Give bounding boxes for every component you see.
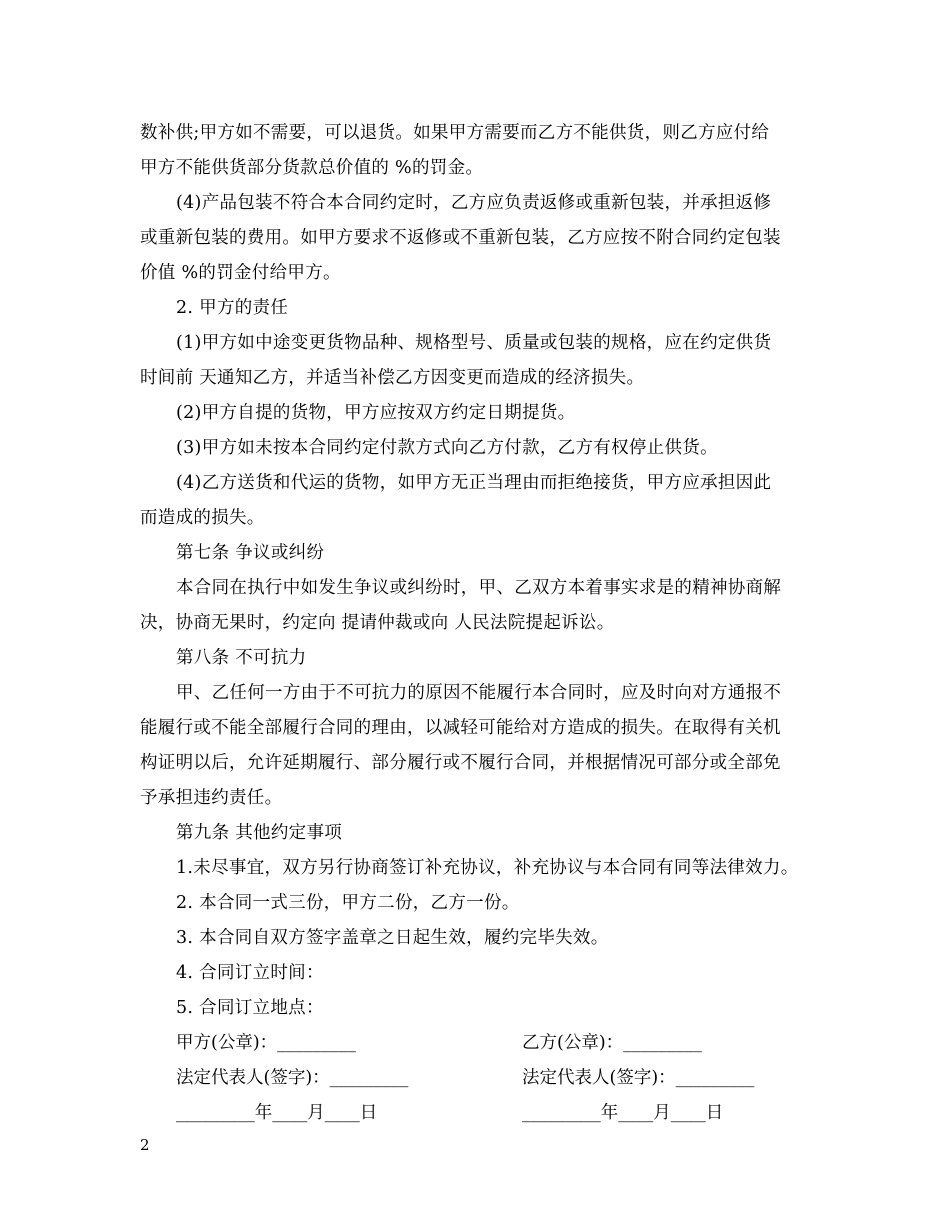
text-line: 决，协商无果时，约定向 提请仲裁或向 人民法院提起诉讼。 [140, 613, 615, 633]
text-line: 价值 %的罚金付给甲方。 [140, 263, 341, 283]
text-line: (4)产品包装不符合本合同约定时，乙方应负责返修或重新包装，并承担返修 [176, 193, 772, 213]
contract-text [140, 116, 830, 1026]
text-line: 第八条 不可抗力 [176, 648, 307, 668]
text-line: (2)甲方自提的货物，甲方应按双方约定日期提货。 [176, 403, 576, 423]
text-line: 予承担违约责任。 [140, 788, 283, 808]
text-line: 4. 合同订立时间： [176, 963, 324, 983]
party-b-representative: 法定代表人(签字)：_________ [522, 1068, 755, 1088]
text-line: 甲、乙任何一方由于不可抗力的原因不能履行本合同时，应及时向对方通报不 [176, 683, 782, 703]
text-line: 5. 合同订立地点： [176, 998, 324, 1018]
text-line: 第九条 其他约定事项 [176, 823, 343, 843]
party-a-seal: 甲方(公章)：_________ [176, 1033, 356, 1053]
page-number: 2 [140, 1136, 150, 1154]
text-line: 能履行或不能全部履行合同的理由，以减轻可能给对方造成的损失。在取得有关机 [140, 718, 781, 738]
text-line: (1)甲方如中途变更货物品种、规格型号、质量或包装的规格，应在约定供货 [176, 333, 772, 353]
text-line: 3. 本合同自双方签字盖章之日起生效，履约完毕失效。 [176, 928, 609, 948]
party-b-seal: 乙方(公章)：_________ [522, 1033, 702, 1053]
text-line: 而造成的损失。 [140, 508, 265, 528]
text-line: 第七条 争议或纠纷 [176, 543, 325, 563]
text-line: 或重新包装的费用。如甲方要求不返修或不重新包装，乙方应按不附合同约定包装 [140, 228, 781, 248]
text-line: 甲方不能供货部分货款总价值的 %的罚金。 [140, 158, 484, 178]
text-line: (3)甲方如未按本合同约定付款方式向乙方付款，乙方有权停止供货。 [176, 438, 718, 458]
text-line: (4)乙方送货和代运的货物，如甲方无正当理由而拒绝接货，甲方应承担因此 [176, 473, 772, 493]
party-a-representative: 法定代表人(签字)：_________ [176, 1068, 409, 1088]
party-a-date: _________年____月____日 [176, 1103, 378, 1123]
seal-row [140, 1026, 830, 1061]
date-row [140, 1096, 830, 1131]
party-b-date: _________年____月____日 [522, 1103, 724, 1123]
text-line: 本合同在执行中如发生争议或纠纷时，甲、乙双方本着事实求是的精神协商解 [176, 578, 782, 598]
text-line: 时间前 天通知乙方，并适当补偿乙方因变更而造成的经济损失。 [140, 368, 645, 388]
text-line: 2. 甲方的责任 [176, 298, 289, 318]
representative-row [140, 1061, 830, 1096]
text-line: 数补供;甲方如不需要，可以退货。如果甲方需要而乙方不能供货，则乙方应付给 [140, 123, 770, 143]
text-line: 1.未尽事宜，双方另行协商签订补充协议，补充协议与本合同有同等法律效力。 [176, 858, 799, 878]
contract-body [140, 116, 830, 1131]
text-line: 构证明以后，允许延期履行、部分履行或不履行合同，并根据情况可部分或全部免 [140, 753, 781, 773]
text-line: 2. 本合同一式三份，甲方二份，乙方一份。 [176, 893, 520, 913]
